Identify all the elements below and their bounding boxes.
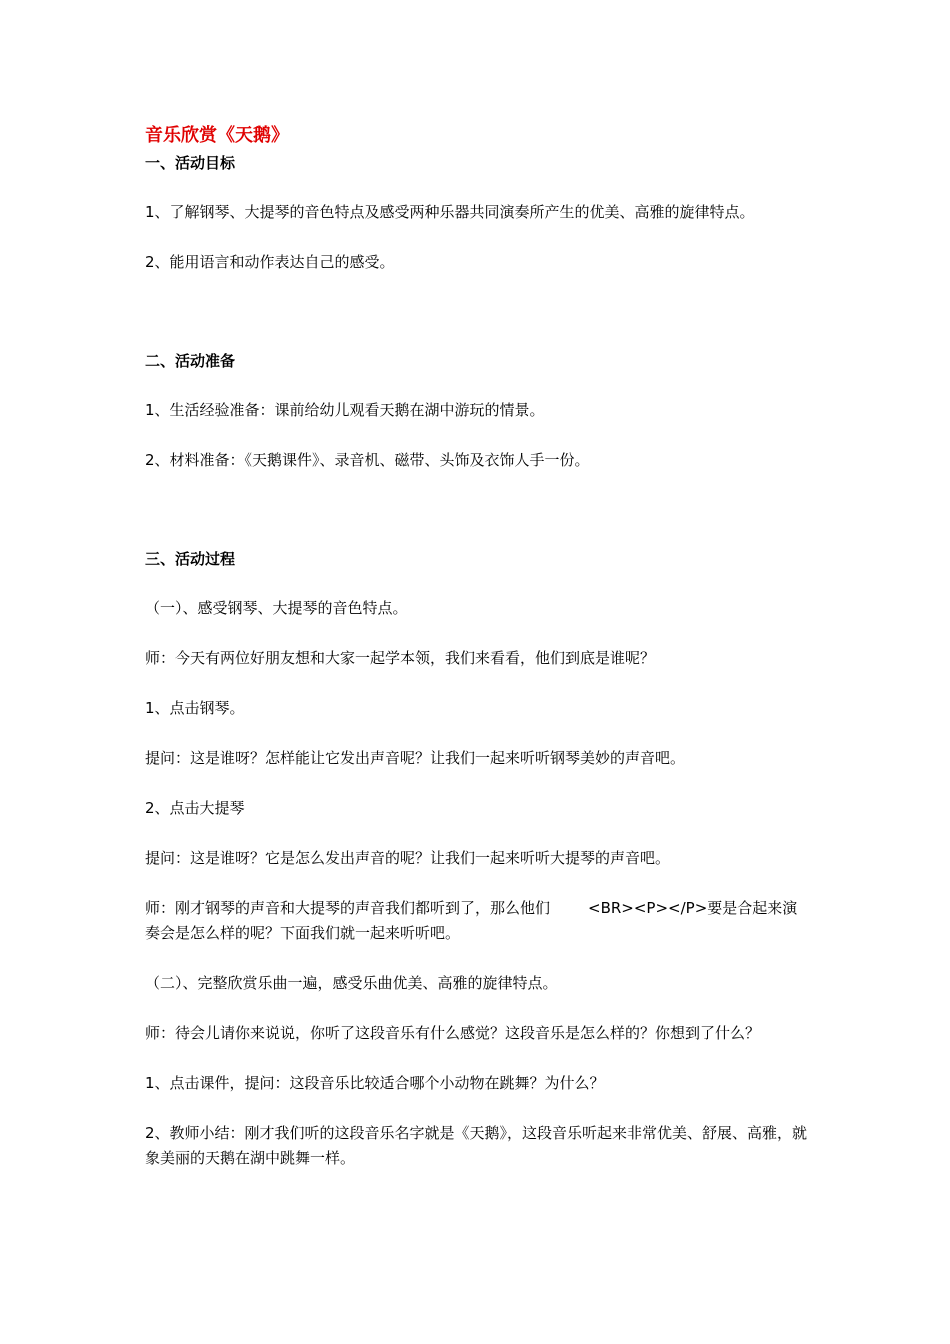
process-subheading-1: （一）、感受钢琴、大提琴的音色特点。 (145, 599, 408, 617)
paragraph-part-2: <BR><P></P>要是合起来演奏会是怎么样的呢？下面我们就一起来听听吧。 (145, 899, 798, 942)
process-paragraph: 2、点击大提琴 (145, 799, 245, 817)
process-subheading-2: （二）、完整欣赏乐曲一遍，感受乐曲优美、高雅的旋律特点。 (145, 974, 558, 992)
process-paragraph: 1、点击课件，提问：这段音乐比较适合哪个小动物在跳舞？为什么？ (145, 1074, 605, 1092)
preparation-item-2: 2、材料准备：《天鹅课件》、录音机、磁带、头饰及衣饰人手一份。 (145, 451, 590, 469)
process-paragraph-with-tags (145, 896, 810, 946)
document-body (145, 121, 810, 1171)
process-paragraph: 1、点击钢琴。 (145, 699, 245, 717)
process-paragraph: 提问：这是谁呀？怎样能让它发出声音呢？让我们一起来听听钢琴美妙的声音吧。 (145, 749, 686, 767)
section-heading-preparation: 二、活动准备 (145, 352, 236, 370)
goal-item-2: 2、能用语言和动作表达自己的感受。 (145, 253, 395, 271)
process-paragraph: 师：待会儿请你来说说，你听了这段音乐有什么感觉？这段音乐是怎么样的？你想到了什么？ (145, 1024, 761, 1042)
preparation-item-1: 1、生活经验准备：课前给幼儿观看天鹅在湖中游玩的情景。 (145, 401, 545, 419)
process-paragraph: 师：今天有两位好朋友想和大家一起学本领，我们来看看，他们到底是谁呢？ (145, 649, 656, 667)
paragraph-part-1: 师：刚才钢琴的声音和大提琴的声音我们都听到了，那么他们 (145, 899, 551, 917)
section-heading-process: 三、活动过程 (145, 550, 236, 568)
goal-item-1: 1、了解钢琴、大提琴的音色特点及感受两种乐器共同演奏所产生的优美、高雅的旋律特点。 (145, 203, 755, 221)
section-heading-goals: 一、活动目标 (145, 154, 236, 172)
process-paragraph: 提问：这是谁呀？它是怎么发出声音的呢？让我们一起来听听大提琴的声音吧。 (145, 849, 671, 867)
process-paragraph: 2、教师小结：刚才我们听的这段音乐名字就是《天鹅》，这段音乐听起来非常优美、舒展、高雅，就象美丽的天鹅在湖中跳舞一样。 (145, 1124, 808, 1167)
document-title: 音乐欣赏《天鹅》 (145, 125, 289, 146)
